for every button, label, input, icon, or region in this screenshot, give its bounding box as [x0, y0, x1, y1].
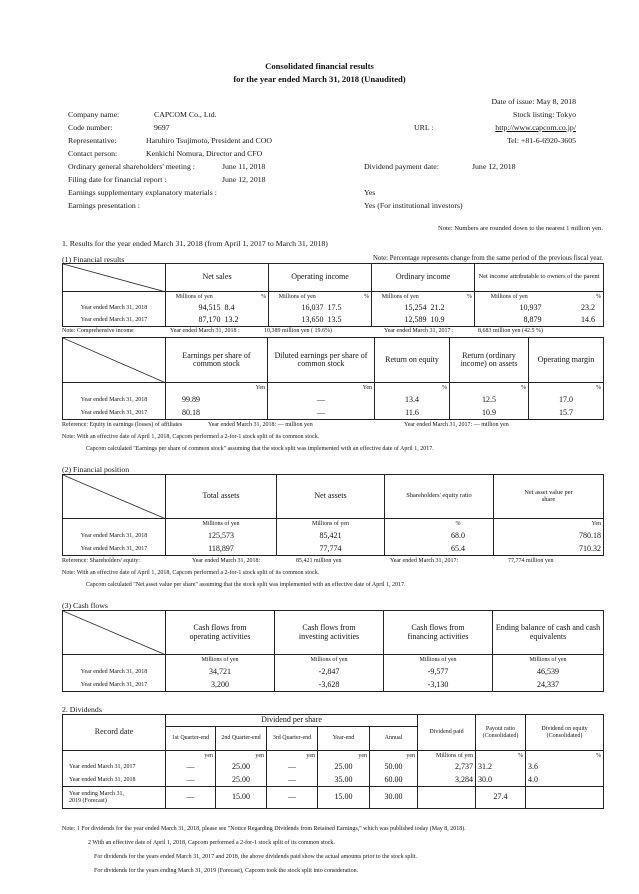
- col-net-income: Net income attributable to owners of the parent: [475, 264, 604, 292]
- company-url-link[interactable]: http://www.capcom.co.jp/: [495, 123, 576, 132]
- unit-cell: %: [375, 383, 450, 394]
- record-date-header: Record date: [63, 715, 166, 751]
- dividend-paid-header: Dividend paid: [418, 715, 476, 751]
- ordinary-income-value: 12,589: [372, 315, 429, 327]
- year-end-value: 35.00: [318, 774, 370, 787]
- year-end-value: 25.00: [318, 761, 370, 774]
- diluted-eps-value: —: [268, 394, 375, 407]
- equity-ratio-value: 68.0: [385, 530, 494, 543]
- unit-cell: yen: [267, 751, 318, 761]
- diagonal-line: [63, 475, 166, 519]
- dividend-payment-value: June 12, 2018: [472, 162, 516, 171]
- unit-label-blank: [63, 292, 166, 303]
- row-label: Year ended March 31, 2017: [63, 407, 166, 420]
- unit-label-blank: [63, 383, 166, 394]
- net-income-pct: 23.2: [544, 303, 604, 315]
- shareholders-equity-2018-value: 85,421 million yen: [296, 558, 342, 564]
- comprehensive-income-2017-label: Year ended March 31, 2017 :: [384, 328, 454, 334]
- dividend-paid-value: [418, 787, 476, 809]
- financial-position-heading: (2) Financial position: [62, 465, 130, 474]
- dividend-note-4: For dividends for the years ending March 31, 2019 (Forecast), Capcom took the stock split into consideration.: [94, 868, 359, 874]
- row-label: Year ended March 31, 2018: [63, 530, 166, 543]
- col-ending-cash: Ending balance of cash and cash equivalents: [493, 611, 604, 655]
- operating-income-value: 16,037: [269, 303, 326, 315]
- col-roa: Return (ordinary income) on assets: [450, 338, 529, 383]
- url-label: URL :: [414, 123, 434, 132]
- q2-value: 15.00: [216, 787, 267, 809]
- row-label: Year ended March 31, 2017: [63, 543, 166, 556]
- diagonal-header-cell: [63, 264, 166, 292]
- col-roe: Return on equity: [375, 338, 450, 383]
- net-assets-value: 77,774: [277, 543, 385, 556]
- year-end-value: 15.00: [318, 787, 370, 809]
- net-income-pct: 14.6: [544, 315, 604, 327]
- eps-note-2: Capcom calculated "Earnings per share of common stock" assuming that the stock split was implemented with an effective date of April 1, 2017.: [86, 446, 434, 452]
- nav-value: 710.32: [494, 543, 604, 556]
- unit-cell: %: [529, 383, 604, 394]
- pct-cell: %: [544, 292, 604, 303]
- net-sales-pct: 8.4: [223, 303, 269, 315]
- financial-results-table: [62, 263, 604, 327]
- annual-value: 30.00: [370, 787, 418, 809]
- q3-value: —: [267, 787, 318, 809]
- shareholders-equity-2017-value: 77,774 million yen: [508, 558, 554, 564]
- row-label: Year ended March 31, 2017: [63, 315, 166, 327]
- report-subtitle: for the year ended March 31, 2018 (Unaudited): [233, 74, 406, 84]
- financial-position-table: [62, 474, 604, 556]
- unit-cell: %: [385, 519, 494, 530]
- annual-value: 50.00: [370, 761, 418, 774]
- code-number-label: Code number:: [68, 123, 113, 132]
- dividend-on-equity-value: 3.6: [526, 761, 604, 774]
- q1-value: —: [166, 761, 216, 774]
- col-3rd-quarter: 3rd Quarter-end: [267, 727, 318, 751]
- ordinary-income-pct: 21.2: [429, 303, 475, 315]
- dividend-note-1: Note: 1 For dividends for the year ended March 31, 2018, please see "Notice Regarding Dividends from Retained Earnings," which was published today (May 8, 2018).: [62, 826, 466, 832]
- dividend-on-equity-value: 4.0: [526, 774, 604, 787]
- col-operating-cf: Cash flows from operating activities: [166, 611, 275, 655]
- cash-flows-heading: (3) Cash flows: [62, 601, 108, 610]
- shareholders-equity-2018-label: Year ended March 31, 2018:: [192, 558, 261, 564]
- col-financing-cf: Cash flows from financing activities: [384, 611, 493, 655]
- diagonal-header-cell: [63, 338, 166, 383]
- comprehensive-income-2018-value: 10,389 million yen ( 19.6%): [264, 328, 332, 334]
- unit-cell: %: [526, 751, 604, 761]
- unit-cell: yen: [166, 751, 216, 761]
- operating-margin-value: 17.0: [529, 394, 604, 407]
- row-label: Year ended March 31, 2017: [63, 679, 166, 692]
- col-operating-margin: Operating margin: [529, 338, 604, 383]
- diluted-eps-value: —: [268, 407, 375, 420]
- col-diluted-eps: Diluted earnings per share of common stock: [268, 338, 375, 383]
- diagonal-header-cell: [63, 611, 166, 655]
- cash-flows-table: [62, 610, 604, 692]
- unit-cell: %: [476, 751, 526, 761]
- unit-cell: Millions of yen: [269, 292, 326, 303]
- unit-cell: Yen: [166, 383, 268, 394]
- nav-value: 780.18: [494, 530, 604, 543]
- section-1-heading: 1. Results for the year ended March 31, 2018 (from April 1, 2017 to March 31, 2018): [62, 239, 328, 248]
- comprehensive-income-2017-value: 8,683 million yen (42.5 %): [478, 328, 543, 334]
- payout-ratio-value: 27.4: [476, 787, 526, 809]
- dividend-paid-value: 3,284: [418, 774, 476, 787]
- comprehensive-income-2018-label: Year ended March 31, 2018 :: [170, 328, 240, 334]
- col-net-sales: Net sales: [166, 264, 269, 292]
- net-income-value: 8,879: [475, 315, 544, 327]
- net-assets-value: 85,421: [277, 530, 385, 543]
- shareholders-equity-2017-label: Year ended March 31, 2017:: [390, 558, 459, 564]
- pct-cell: %: [326, 292, 372, 303]
- contact-person-value: Kenkichi Nomura, Director and CFO: [146, 149, 263, 158]
- financial-results-heading: (1) Financial results: [62, 255, 125, 264]
- rounding-note: Note: Numbers are rounded down to the nearest 1 million yen.: [438, 225, 603, 232]
- company-name-value: CAPCOM Co., Ltd.: [154, 110, 217, 119]
- operating-income-pct: 13.5: [326, 315, 372, 327]
- unit-cell: yen: [216, 751, 267, 761]
- col-operating-income: Operating income: [269, 264, 372, 292]
- operating-cf-value: 34,721: [166, 666, 275, 679]
- col-ordinary-income: Ordinary income: [372, 264, 475, 292]
- comprehensive-income-label: Note: Comprehensive income: [62, 328, 134, 334]
- eps-value: 99.89: [166, 394, 268, 407]
- pct-cell: %: [429, 292, 475, 303]
- diagonal-line: [63, 264, 166, 292]
- unit-label-blank: [63, 655, 166, 666]
- col-equity-ratio: Shareholders' equity ratio: [385, 475, 494, 519]
- net-sales-value: 94,515: [166, 303, 223, 315]
- stock-listing: Stock listing: Tokyo: [513, 110, 576, 119]
- telephone: Tel: +81-6-6920-3605: [506, 136, 576, 145]
- unit-cell: Millions of yen: [475, 292, 544, 303]
- financing-cf-value: -3,130: [384, 679, 493, 692]
- dividends-table: [62, 714, 604, 809]
- col-investing-cf: Cash flows from investing activities: [275, 611, 384, 655]
- q3-value: —: [267, 761, 318, 774]
- equity-ratio-value: 65.4: [385, 543, 494, 556]
- unit-cell: yen: [318, 751, 370, 761]
- shareholders-meeting-label: Ordinary general shareholders' meeting :: [68, 162, 195, 171]
- unit-cell: Millions of yen: [384, 655, 493, 666]
- dividend-paid-value: 2,737: [418, 761, 476, 774]
- equity-affiliates-label: Reference: Equity in earnings (losses) of affiliates: [62, 422, 183, 428]
- filing-date-label: Filing date for financial report :: [68, 175, 167, 184]
- per-share-table: [62, 337, 604, 420]
- total-assets-value: 125,573: [166, 530, 277, 543]
- dividend-payment-label: Dividend payment date:: [364, 162, 439, 171]
- equity-affiliates-2018: Year ended March 31, 2018: — million yen: [208, 422, 313, 428]
- col-1st-quarter: 1st Quarter-end: [166, 727, 216, 751]
- q2-value: 25.00: [216, 774, 267, 787]
- roa-value: 10.9: [450, 407, 529, 420]
- net-sales-value: 87,170: [166, 315, 223, 327]
- eps-value: 80.18: [166, 407, 268, 420]
- col-2nd-quarter: 2nd Quarter-end: [216, 727, 267, 751]
- unit-cell: Yen: [494, 519, 604, 530]
- diagonal-line: [63, 611, 166, 655]
- payout-ratio-header: Payout ratio (Consolidated): [476, 715, 526, 751]
- code-number-value: 9697: [154, 123, 170, 132]
- investing-cf-value: -3,628: [275, 679, 384, 692]
- unit-cell: Millions of yen: [166, 292, 223, 303]
- col-net-assets: Net assets: [277, 475, 385, 519]
- nav-note-2: Capcom calculated "Net asset value per share" assuming that the stock split was implemented with an effective date of April 1, 2017.: [86, 582, 406, 588]
- filing-date-value: June 12, 2018: [222, 175, 266, 184]
- operating-income-pct: 17.5: [326, 303, 372, 315]
- unit-label-blank: [63, 519, 166, 530]
- total-assets-value: 118,897: [166, 543, 277, 556]
- q1-value: —: [166, 774, 216, 787]
- ending-cash-value: 46,539: [493, 666, 604, 679]
- unit-cell: Millions of yen: [275, 655, 384, 666]
- q3-value: —: [267, 774, 318, 787]
- row-label: Year ended March 31, 2017: [63, 761, 166, 774]
- col-eps: Earnings per share of common stock: [166, 338, 268, 383]
- unit-cell: Yen: [268, 383, 375, 394]
- unit-cell: Millions of yen: [372, 292, 429, 303]
- unit-cell: %: [450, 383, 529, 394]
- row-label: Year ended March 31, 2018: [63, 666, 166, 679]
- ordinary-income-value: 15,254: [372, 303, 429, 315]
- equity-affiliates-2017: Year ended March 31, 2017: — million yen: [404, 422, 509, 428]
- issue-date: Date of issue: May 8, 2018: [491, 97, 576, 106]
- ordinary-income-pct: 10.9: [429, 315, 475, 327]
- report-title: Consolidated financial results: [265, 61, 374, 71]
- dividend-on-equity-value: [526, 787, 604, 809]
- operating-margin-value: 15.7: [529, 407, 604, 420]
- unit-cell: Millions of yen: [493, 655, 604, 666]
- earnings-presentation-label: Earnings presentation :: [68, 201, 140, 210]
- eps-note-1: Note: With an effective date of April 1, 2018, Capcom performed a 2-for-1 stock split of its common stock.: [62, 434, 320, 440]
- diagonal-header-cell: [63, 475, 166, 519]
- pct-cell: %: [223, 292, 269, 303]
- col-annual: Annual: [370, 727, 418, 751]
- payout-ratio-value: 30.0: [476, 774, 526, 787]
- diagonal-line: [63, 338, 166, 383]
- representative-label: Representative:: [68, 136, 117, 145]
- row-label: Year ended March 31, 2018: [63, 394, 166, 407]
- col-total-assets: Total assets: [166, 475, 277, 519]
- operating-income-value: 13,650: [269, 315, 326, 327]
- roa-value: 12.5: [450, 394, 529, 407]
- payout-ratio-value: 31.2: [476, 761, 526, 774]
- col-nav-per-share: Net asset value per share: [494, 475, 604, 519]
- unit-label-blank: [63, 751, 166, 761]
- representative-value: Haruhiro Tsujimoto, President and COO: [146, 136, 272, 145]
- shareholders-equity-label: Reference: Shareholders' equity:: [62, 558, 141, 564]
- financing-cf-value: -9,577: [384, 666, 493, 679]
- dividend-note-2: 2 With an effective date of April 1, 2018, Capcom performed a 2-for-1 stock split of its common stock.: [88, 840, 335, 846]
- dividends-heading: 2. Dividends: [62, 705, 102, 714]
- investing-cf-value: -2,847: [275, 666, 384, 679]
- unit-cell: Millions of yen: [418, 751, 476, 761]
- annual-value: 60.00: [370, 774, 418, 787]
- col-year-end: Year-end: [318, 727, 370, 751]
- roe-value: 13.4: [375, 394, 450, 407]
- unit-cell: yen: [370, 751, 418, 761]
- unit-cell: Millions of yen: [166, 519, 277, 530]
- supplementary-materials-label: Earnings supplementary explanatory materials :: [68, 188, 217, 197]
- supplementary-materials-value: Yes: [364, 188, 376, 197]
- roe-value: 11.6: [375, 407, 450, 420]
- unit-cell: Millions of yen: [166, 655, 275, 666]
- row-label: Year ended March 31, 2018: [63, 774, 166, 787]
- q2-value: 25.00: [216, 761, 267, 774]
- nav-note-1: Note: With an effective date of April 1, 2018, Capcom performed a 2-for-1 stock split of its common stock.: [62, 570, 320, 576]
- contact-person-label: Contact person:: [68, 149, 118, 158]
- earnings-presentation-value: Yes (For institutional investors): [364, 201, 463, 210]
- unit-cell: Millions of yen: [277, 519, 385, 530]
- row-label: Year ended March 31, 2018: [63, 303, 166, 315]
- row-label: Year ending March 31, 2019 (Forecast): [63, 787, 166, 809]
- net-income-value: 10,937: [475, 303, 544, 315]
- net-sales-pct: 13.2: [223, 315, 269, 327]
- operating-cf-value: 3,200: [166, 679, 275, 692]
- dividend-on-equity-header: Dividend on equity (Consolidated): [526, 715, 604, 751]
- shareholders-meeting-value: June 11, 2018: [222, 162, 266, 171]
- dividend-note-3: For dividends for the years ended March 31, 2017 and 2018, the above dividends paid show the actual amounts prior to the stock split.: [94, 854, 417, 860]
- percentage-note: Note: Percentage represents change from the same period of the previous fiscal year.: [372, 255, 603, 262]
- ending-cash-value: 24,337: [493, 679, 604, 692]
- q1-value: —: [166, 787, 216, 809]
- company-name-label: Company name:: [68, 110, 120, 119]
- dividend-per-share-header: Dividend per share: [166, 715, 418, 727]
